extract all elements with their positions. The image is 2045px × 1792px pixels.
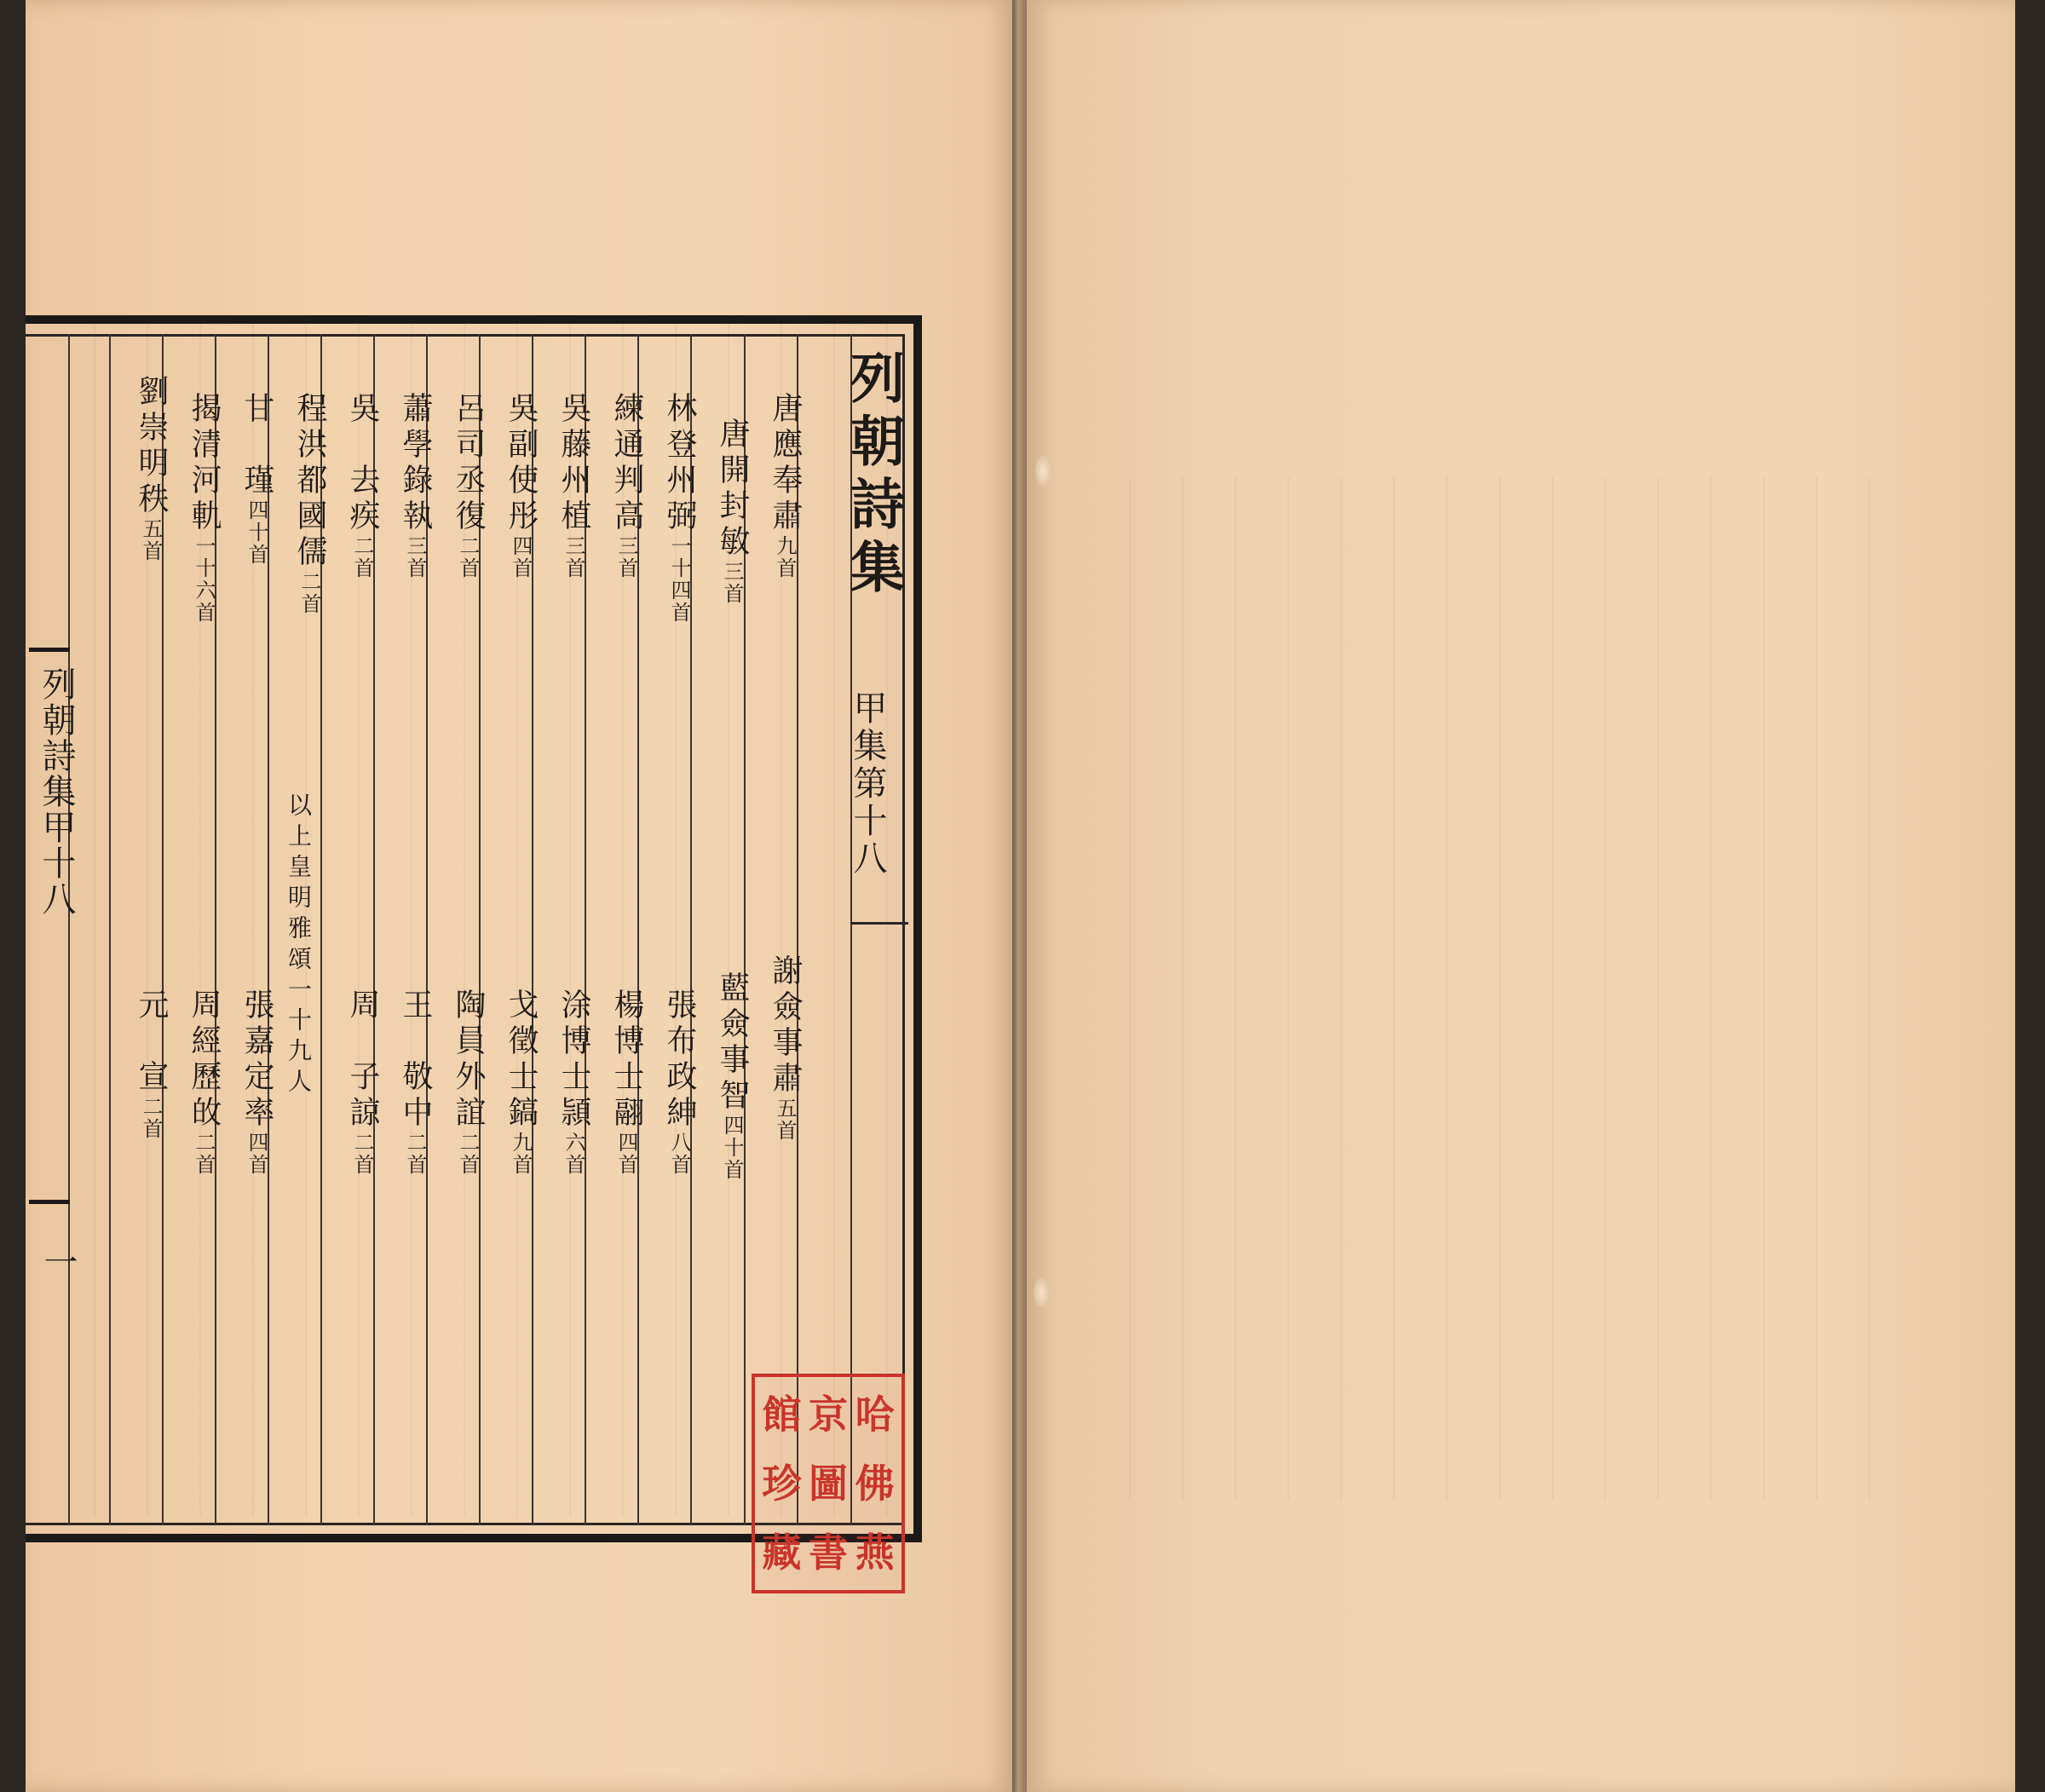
poem-count: 二首: [297, 571, 321, 615]
poet-name: 唐應奉肅: [768, 392, 803, 535]
poet-name: 周 子諒: [345, 988, 380, 1132]
list-item: [341, 392, 384, 579]
list-item: [711, 418, 754, 605]
poem-count: 六首: [562, 1132, 585, 1176]
list-item: [235, 988, 279, 1176]
banxin: [26, 648, 78, 1329]
seal-char: 京: [808, 1392, 848, 1438]
list-item: [446, 392, 490, 579]
poet-name: 程洪都國儒: [292, 392, 327, 571]
poem-count: 三首: [562, 535, 585, 579]
poet-name: 戈徵士鎬: [504, 988, 539, 1132]
paper-crease: [1034, 1278, 1049, 1307]
list-item: [182, 392, 226, 624]
poet-name: 唐開封敏: [715, 418, 750, 561]
list-item: [394, 988, 437, 1176]
poem-count: 五首: [773, 1098, 797, 1142]
volume-subtitle: 甲集第十八: [848, 690, 887, 878]
seal-char: 藏: [762, 1529, 802, 1576]
library-seal: [752, 1374, 905, 1593]
poet-name: 周經歷敀: [187, 988, 222, 1132]
list-item: [658, 988, 701, 1176]
list-item: [499, 988, 543, 1176]
poet-name: 吳副使彤: [504, 392, 539, 535]
poem-count: 八首: [667, 1132, 691, 1176]
list-item: [288, 392, 331, 615]
poet-name: 林登州弼: [662, 392, 697, 535]
poet-name: 張布政紳: [662, 988, 697, 1132]
poem-count: 四十首: [245, 499, 268, 566]
poem-count: 四首: [245, 1132, 268, 1176]
poet-name: 劉崇明秩: [134, 375, 169, 518]
list-item: [130, 375, 173, 562]
poet-name: 王 敬中: [398, 988, 433, 1132]
poet-name: 吳藤州植: [556, 392, 591, 535]
list-item: [552, 392, 596, 579]
poem-count: 二首: [192, 1132, 216, 1176]
poem-count: 三首: [403, 535, 427, 579]
poet-name: 涂博士頴: [556, 988, 591, 1132]
seal-char: 書: [808, 1529, 848, 1576]
seal-char: 燕: [855, 1529, 895, 1576]
fishtail-mark-lower: [29, 1200, 70, 1218]
paper-crease: [1035, 457, 1051, 486]
poem-count: 四首: [614, 1132, 638, 1176]
seal-char: 珍: [762, 1460, 802, 1507]
poem-count: 二首: [456, 1132, 480, 1176]
poem-count: 二首: [456, 535, 480, 579]
column-rule: [109, 334, 111, 1525]
list-item: [446, 988, 490, 1176]
poem-count: 五首: [139, 518, 163, 562]
poem-count: 二首: [350, 535, 374, 579]
title-divider: [850, 922, 908, 925]
poem-count: 二首: [139, 1096, 163, 1140]
list-item: [763, 954, 807, 1142]
poem-count: 三首: [720, 561, 744, 605]
list-item: [341, 988, 384, 1176]
poet-name: 藍僉事智: [715, 971, 750, 1115]
book-spine: [1012, 0, 1028, 1792]
poet-name: 呂司丞復: [451, 392, 486, 535]
list-item: [182, 988, 226, 1176]
list-item: [658, 392, 701, 624]
poem-count: 二首: [350, 1132, 374, 1176]
poem-count: 一十四首: [667, 535, 691, 624]
list-item: [605, 988, 648, 1176]
poet-name: 元 宣: [134, 988, 169, 1096]
list-item: [130, 988, 173, 1140]
book-title: 列朝詩集: [841, 349, 905, 602]
list-item: [235, 392, 279, 566]
list-item: [499, 392, 543, 579]
list-item: [394, 392, 437, 579]
poet-name: 練通判高: [609, 392, 644, 535]
seal-char: 佛: [855, 1460, 895, 1507]
poem-count: 三首: [614, 535, 638, 579]
poet-name: 謝僉事肅: [768, 954, 803, 1098]
banxin-page-number: 一: [38, 1244, 78, 1283]
poet-name: 楊博士翮: [609, 988, 644, 1132]
list-item: [552, 988, 596, 1176]
poet-name: 甘 瑾: [239, 392, 274, 499]
poet-name: 陶員外誼: [451, 988, 486, 1132]
poem-count: 四十首: [720, 1115, 744, 1181]
show-through-texture: [1078, 477, 1913, 1500]
banxin-title: 列朝詩集甲十八: [37, 666, 76, 917]
poem-count: 四首: [509, 535, 533, 579]
right-page: [1027, 0, 2015, 1792]
section-note: 以上皇明雅頌一十九人: [285, 792, 313, 1099]
poet-name: 吳 去疾: [345, 392, 380, 535]
poet-name: 蕭學錄執: [398, 392, 433, 535]
list-item: [711, 971, 754, 1181]
poet-name: 揭清河軌: [187, 392, 222, 535]
poem-count: 九首: [509, 1132, 533, 1176]
left-page: [26, 0, 1014, 1792]
seal-char: 哈: [855, 1392, 895, 1438]
poem-count: 九首: [773, 535, 797, 579]
poem-count: 二首: [403, 1132, 427, 1176]
list-item: [763, 392, 807, 579]
fishtail-mark-upper: [29, 648, 70, 666]
seal-char: 圖: [808, 1460, 848, 1507]
poet-name: 張嘉定率: [239, 988, 274, 1132]
list-item: [605, 392, 648, 579]
seal-char: 館: [762, 1392, 802, 1438]
poem-count: 一十六首: [192, 535, 216, 624]
